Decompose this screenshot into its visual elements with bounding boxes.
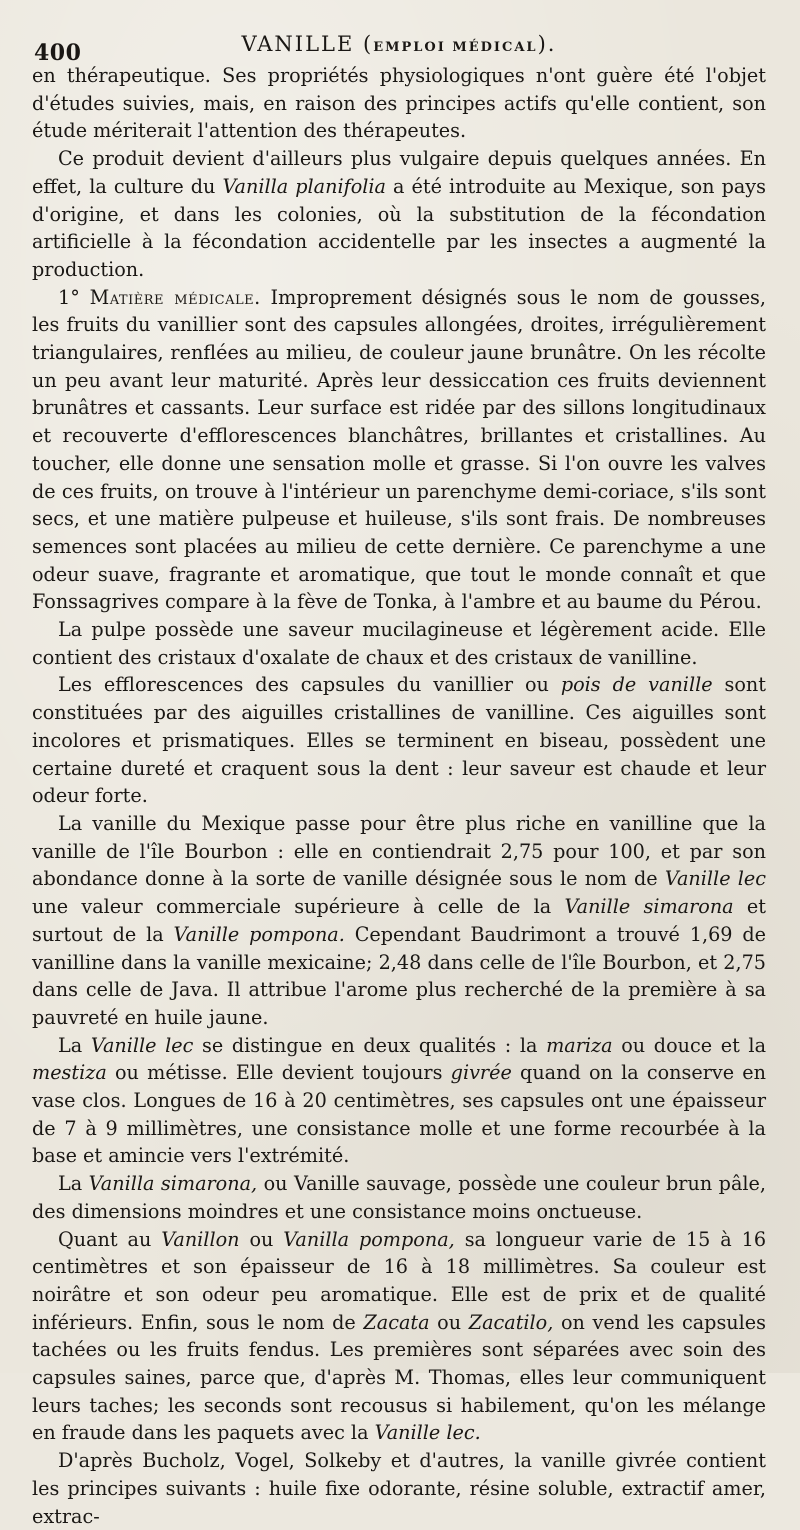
p5-text-b: sont constituées par des aiguilles cristallines de vanilline. Ces aiguilles sont incolores et prismatiques. Elles se terminent en biseau, possèdent une certaine dureté et craquent sous la dent : leur saveur est chaude et leur odeur forte. bbox=[32, 673, 766, 808]
running-title-sub: EMPLOI MÉDICAL bbox=[373, 40, 538, 55]
p9-italic-5: Vanille lec. bbox=[374, 1421, 481, 1445]
running-title bbox=[32, 32, 766, 56]
p2-italic: Vanilla planifolia bbox=[222, 174, 386, 198]
p7-italic-4: givrée bbox=[450, 1061, 512, 1085]
p2-text-b: a été introduite au Mexique, son pays d'origine, et dans les colonies, où la substitution de la fécondation artificielle à la fécondation accidentelle par les insectes a augmenté la production. bbox=[32, 174, 766, 281]
paragraph-10: D'après Bucholz, Vogel, Solkeby et d'autres, la vanille givrée contient les principes suivants : huile fixe odorante, résine soluble, extractif amer, extrac- bbox=[32, 1449, 766, 1528]
p5-italic: pois de vanille bbox=[560, 673, 713, 697]
paragraph-2 bbox=[32, 145, 766, 284]
p6-text-b: une valeur commerciale supérieure à celle de la bbox=[32, 895, 565, 919]
p9-italic-2: Vanilla pompona, bbox=[283, 1227, 455, 1251]
p9-italic-3: Zacata bbox=[363, 1310, 430, 1334]
p7-italic-1: Vanille lec bbox=[90, 1033, 194, 1057]
p6-text-d: Cependant Baudrimont a trouvé 1,69 de vanilline dans la vanille mexicaine; 2,48 dans celle de l'île Bourbon, et 2,75 dans celle de Java. Il attribue l'arome plus recherché de la première à sa pauvreté en huile jaune. bbox=[32, 922, 766, 1029]
p8-text-a: La bbox=[58, 1172, 89, 1196]
p6-italic-3: Vanille pompona. bbox=[173, 922, 345, 946]
paragraph-8 bbox=[32, 1170, 766, 1225]
running-title-close: ). bbox=[537, 32, 557, 56]
paragraph-3 bbox=[32, 284, 766, 616]
p9-text-a: Quant au bbox=[58, 1227, 162, 1251]
running-title-main: VANILLE ( bbox=[241, 32, 374, 56]
p7-text-d: ou métisse. Elle devient toujours bbox=[106, 1061, 451, 1085]
p6-italic-1: Vanille lec bbox=[664, 867, 767, 891]
body-text bbox=[32, 62, 766, 1530]
paragraph-6 bbox=[32, 810, 766, 1032]
p8-text-b: ou Vanille sauvage, possède une couleur brun pâle, des dimensions moindres et une consistance moins onctueuse. bbox=[32, 1172, 766, 1223]
paragraph-4: La pulpe possède une saveur mucilagineuse et légèrement acide. Elle contient des cristaux d'oxalate de chaux et des cristaux de vanilline. bbox=[32, 618, 766, 669]
p9-italic-4: Zacatilo, bbox=[468, 1310, 554, 1334]
p7-text-a: La bbox=[58, 1033, 91, 1057]
p7-italic-3: mestiza bbox=[32, 1061, 107, 1085]
page-number: 400 bbox=[34, 40, 82, 66]
p7-text-c: ou douce et la bbox=[612, 1033, 767, 1057]
paragraph-7 bbox=[32, 1032, 766, 1171]
p7-text-b: se distingue en deux qualités : la bbox=[193, 1033, 547, 1057]
p3-text: Improprement désignés sous le nom de gousses, les fruits du vanillier sont des capsules allongées, droites, irrégulièrement triangulaires, renflées au milieu, de couleur jaune brunâtre. On les récolte un peu avant leur maturité. Après leur dessiccation ces fruits deviennent brunâtres et cassants. Leur surface est ridée par des sillons longitudinaux et recouverte d'efflorescences blanchâtres, brillantes et cristallines. Au toucher, elle donne une sensation molle et grasse. Si l'on ouvre les valves de ces fruits, on trouve à l'intérieur un parenchyme demi-coriace, s'ils sont secs, et une matière pulpeuse et huileuse, s'ils sont frais. De nombreuses semences sont placées au milieu de cette dernière. Ce parenchyme a une odeur suave, fragrante et aromatique, que tout le monde connaît et que Fonssagrives compare à la fève de Tonka, à l'ambre et au baume du Pérou. bbox=[32, 285, 767, 614]
p9-text-e: on vend les capsules tachées ou les fruits fendus. Les premières sont séparées avec soin des capsules saines, parce que, d'après M. Thomas, elles leur communiquent leurs taches; les seconds sont recousus si habilement, qu'on les mélange en fraude dans les paquets avec la bbox=[32, 1310, 767, 1445]
p5-text-a: Les efflorescences des capsules du vanillier ou bbox=[58, 673, 561, 697]
p2-text-a: Ce produit devient d'ailleurs plus vulgaire depuis quelques années. En effet, la culture du bbox=[32, 147, 766, 198]
paragraph-9 bbox=[32, 1226, 766, 1448]
p9-text-d: ou bbox=[429, 1310, 469, 1334]
p9-text-c: sa longueur varie de 15 à 16 centimètres et son épaisseur de 16 à 18 millimètres. Sa couleur est noirâtre et son odeur peu aromatique. Elle est de prix et de qualité inférieurs. Enfin, sous le nom de bbox=[32, 1227, 767, 1334]
section-number: 1° bbox=[58, 285, 90, 309]
paragraph-1: en thérapeutique. Ses propriétés physiologiques n'ont guère été l'objet d'études suivies, mais, en raison des principes actifs qu'elle contient, son étude mériterait l'attention des thérapeutes. bbox=[32, 64, 766, 143]
p9-italic-1: Vanillon bbox=[161, 1227, 240, 1251]
p7-italic-2: mariza bbox=[546, 1033, 613, 1057]
p7-text-e: quand on la conserve en vase clos. Longues de 16 à 20 centimètres, ses capsules ont une épaisseur de 7 à 9 millimètres, une consistance molle et une forme recourbée à la base et amincie vers l'extrémité. bbox=[32, 1061, 767, 1168]
p6-text-c: et surtout de la bbox=[32, 895, 766, 946]
p6-text-a: La vanille du Mexique passe pour être plus riche en vanilline que la vanille de l'île Bourbon : elle en contiendrait 2,75 pour 100, et par son abondance donne à la sorte de vanille désignée sous le nom de bbox=[32, 811, 766, 891]
p9-text-b: ou bbox=[239, 1227, 284, 1251]
p8-italic: Vanilla simarona, bbox=[88, 1172, 258, 1196]
section-heading: Matière médicale. bbox=[89, 285, 261, 309]
page-header bbox=[32, 14, 766, 66]
paragraph-5 bbox=[32, 671, 766, 810]
p6-italic-2: Vanille simarona bbox=[564, 895, 734, 919]
